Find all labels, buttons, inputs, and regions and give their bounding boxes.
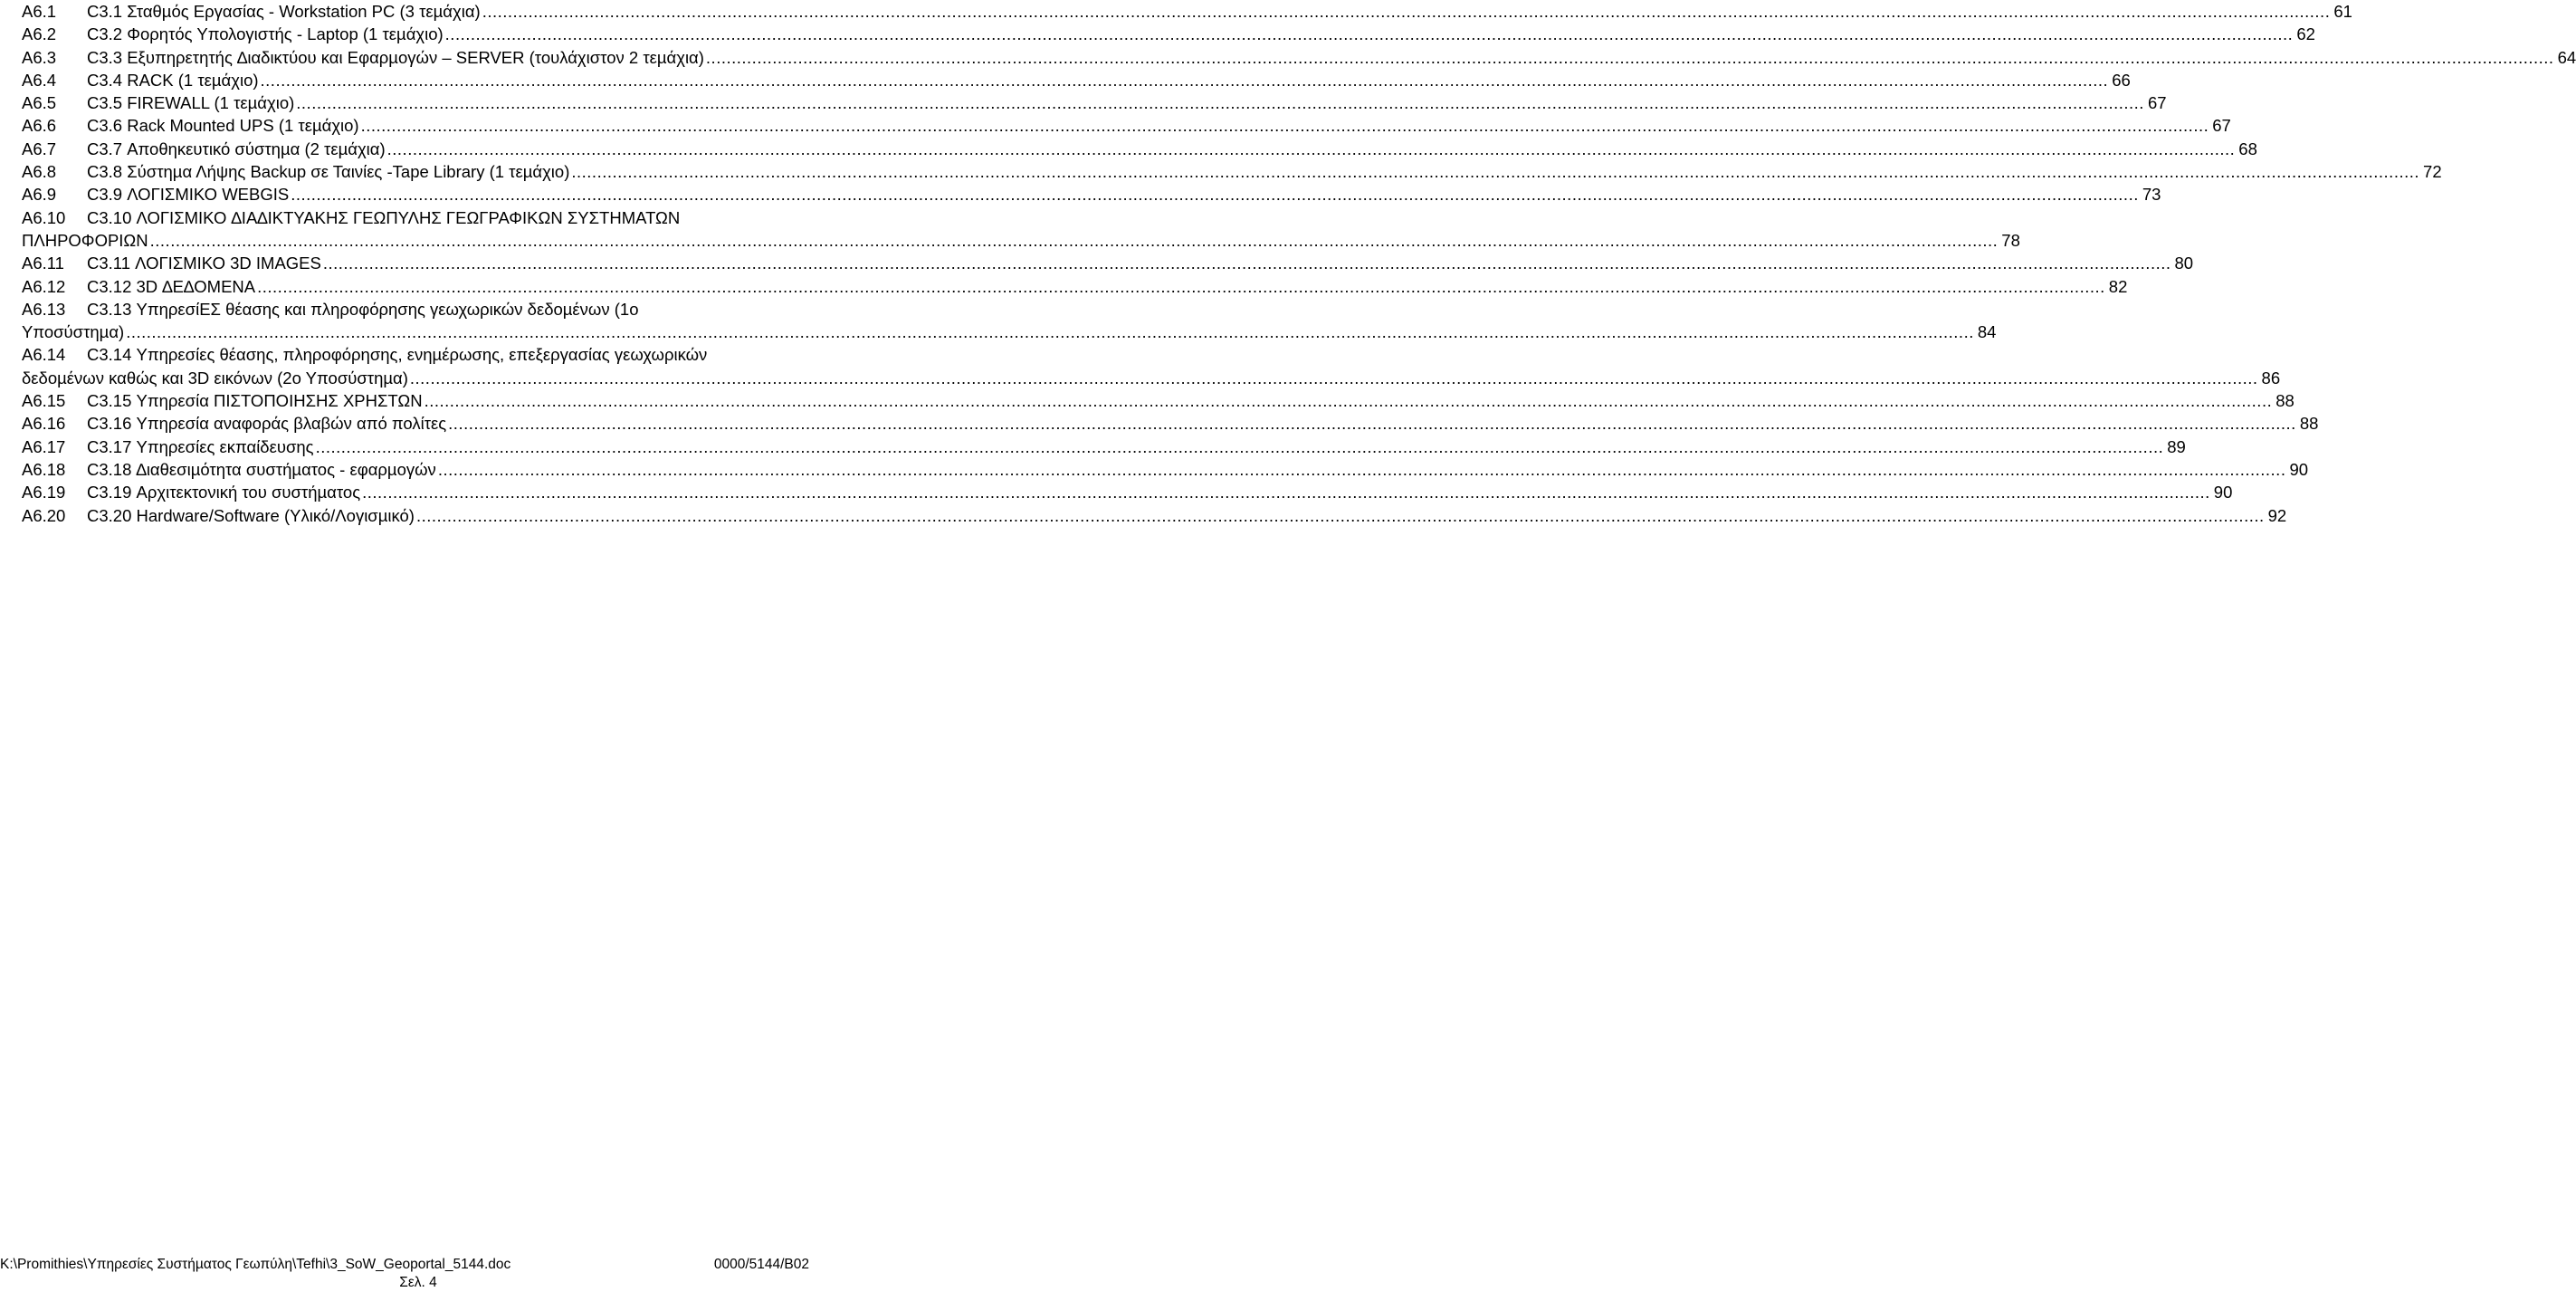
footer-document-code: 0000/5144/B02	[713, 1257, 809, 1272]
toc-entry[interactable]	[22, 206, 2020, 253]
dot-leader	[410, 367, 2258, 389]
toc-entry-title: C3.4 RACK (1 τεµάχιο)	[87, 70, 259, 90]
toc-entry-page: 90	[2289, 459, 2309, 479]
toc-entry-number: A6.9	[22, 185, 57, 205]
toc-entry[interactable]	[22, 481, 2233, 503]
toc-entry-title: C3.20 Hardware/Software (Υλικό/Λογισµικό)	[87, 505, 415, 525]
toc-entry[interactable]	[22, 91, 2167, 114]
toc-entry-title: C3.14 Υπηρεσίες θέασης, πληροφόρησης, ενηµέρωσης, επεξεργασίας γεωχωρικών	[87, 345, 708, 365]
toc-entry-title: C3.8 Σύστηµα Λήψης Backup σε Ταινίες -Tape Library (1 τεµάχιο)	[87, 162, 570, 182]
dot-leader	[387, 138, 2236, 160]
dot-leader	[316, 435, 2164, 458]
toc-entry-number: A6.2	[22, 24, 57, 44]
toc-entry[interactable]	[22, 412, 2319, 435]
toc-entry[interactable]	[22, 389, 2295, 412]
toc-entry-page: 67	[2212, 116, 2231, 136]
dot-leader	[150, 229, 1999, 252]
toc-entry[interactable]	[22, 160, 2442, 183]
toc-entry-page: 88	[2275, 391, 2295, 411]
toc-entry-page: 61	[2333, 2, 2352, 21]
toc-entry-number: A6.20	[22, 505, 66, 525]
dot-leader	[126, 321, 1974, 343]
toc-entry-title-continuation: δεδοµένων καθώς και 3D εικόνων (2ο Υποσύστηµα)	[22, 368, 408, 388]
toc-entry-page: 68	[2238, 139, 2257, 158]
toc-entry-number: A6.15	[22, 391, 66, 411]
toc-entry-page: 66	[2112, 70, 2131, 90]
toc-entry-page: 86	[2261, 368, 2281, 388]
toc-entry[interactable]	[22, 504, 2287, 527]
toc-entry-title: C3.10 ΛΟΓΙΣΜΙΚΟ ∆ΙΑ∆ΙΚΤΥΑΚΗΣ ΓΕΩΠΥΛΗΣ ΓΕΩΓΡΑΦΙΚΩΝ ΣΥΣΤΗΜΑΤΩΝ	[87, 207, 681, 227]
toc-entry-title: C3.5 FIREWALL (1 τεµάχιο)	[87, 93, 295, 113]
toc-entry-page: 72	[2423, 162, 2442, 182]
table-of-contents	[22, 0, 2576, 527]
toc-entry-title: C3.13 ΥπηρεσίΕΣ θέασης και πληροφόρησης γεωχωρικών δεδοµένων (1ο	[87, 299, 639, 319]
toc-entry-number: A6.17	[22, 436, 66, 456]
toc-entry-number: A6.19	[22, 483, 66, 502]
toc-entry-number: A6.5	[22, 93, 57, 113]
toc-entry-number: A6.13	[22, 299, 66, 319]
toc-entry-title: C3.7 Αποθηκευτικό σύστηµα (2 τεµάχια)	[87, 139, 386, 158]
toc-entry-title: C3.2 Φορητός Υπολογιστής - Laptop (1 τεµάχιο)	[87, 24, 444, 44]
toc-entry[interactable]	[22, 138, 2257, 160]
toc-entry-page: 67	[2147, 93, 2167, 113]
dot-leader	[257, 275, 2105, 298]
toc-entry-title: C3.19 Αρχιτεκτονική του συστήµατος	[87, 483, 361, 502]
toc-entry[interactable]	[22, 343, 2281, 389]
toc-entry-title: C3.11 ΛΟΓΙΣΜΙΚΟ 3D IMAGES	[87, 254, 321, 273]
toc-entry-page: 78	[2001, 230, 2020, 250]
toc-entry[interactable]	[22, 0, 2352, 23]
dot-leader	[362, 481, 2210, 503]
toc-entry-title: C3.18 ∆ιαθεσιµότητα συστήµατος - εφαρµογών	[87, 459, 436, 479]
toc-entry-number: A6.3	[22, 47, 57, 67]
toc-entry-number: A6.12	[22, 276, 66, 296]
toc-entry-title: C3.17 Υπηρεσίες εκπαίδευσης	[87, 436, 314, 456]
dot-leader	[361, 114, 2209, 137]
toc-entry-number: A6.18	[22, 459, 66, 479]
toc-entry-page: 84	[1977, 322, 1997, 342]
toc-entry-title: C3.1 Σταθµός Εργασίας - Workstation PC (3 τεµάχια)	[87, 2, 481, 21]
toc-entry-number: A6.8	[22, 162, 57, 182]
toc-entry[interactable]	[22, 252, 2194, 274]
toc-entry[interactable]	[22, 275, 2128, 298]
dot-leader	[706, 46, 2554, 69]
toc-entry-title: C3.9 ΛΟΓΙΣΜΙΚΟ WEBGIS	[87, 185, 290, 205]
toc-entry-page: 73	[2142, 185, 2161, 205]
dot-leader	[438, 458, 2286, 481]
toc-entry-title: C3.16 Υπηρεσία αναφοράς βλαβών από πολίτες	[87, 414, 447, 434]
dot-leader	[291, 183, 2139, 206]
dot-leader	[416, 504, 2265, 527]
dot-leader	[445, 23, 2294, 45]
toc-entry-page: 88	[2299, 414, 2319, 434]
toc-entry-title: C3.3 Εξυπηρετητής ∆ιαδικτύου και Εφαρµογών – SERVER (τουλάχιστον 2 τεµάχια)	[87, 47, 704, 67]
toc-entry[interactable]	[22, 23, 2315, 45]
toc-entry[interactable]	[22, 458, 2309, 481]
toc-entry-page: 89	[2167, 436, 2186, 456]
toc-entry-page: 82	[2108, 276, 2128, 296]
toc-entry[interactable]	[22, 298, 1997, 344]
toc-entry-title: C3.15 Υπηρεσία ΠΙΣΤΟΠΟΙΗΣΗΣ ΧΡΗΣΤΩΝ	[87, 391, 423, 411]
toc-entry-page: 62	[2296, 24, 2315, 44]
toc-entry-page: 64	[2557, 47, 2576, 67]
dot-leader	[261, 69, 2109, 91]
footer-page-number: Σελ. 4	[399, 1275, 437, 1290]
page-footer	[0, 1256, 869, 1292]
toc-entry-number: A6.11	[22, 254, 64, 273]
dot-leader	[571, 160, 2419, 183]
toc-entry-number: A6.10	[22, 207, 66, 227]
toc-entry-title: C3.6 Rack Mounted UPS (1 τεµάχιο)	[87, 116, 359, 136]
toc-entry-page: 90	[2213, 483, 2233, 502]
dot-leader	[296, 91, 2144, 114]
toc-entry-number: A6.7	[22, 139, 57, 158]
toc-entry-number: A6.6	[22, 116, 57, 136]
toc-entry[interactable]	[22, 69, 2131, 91]
dot-leader	[425, 389, 2273, 412]
toc-entry-page: 80	[2174, 254, 2194, 273]
toc-entry-number: A6.1	[22, 2, 57, 21]
toc-entry-title-continuation: ΠΛΗΡΟΦΟΡΙΩΝ	[22, 230, 148, 250]
toc-entry-number: A6.4	[22, 70, 57, 90]
toc-entry[interactable]	[22, 46, 2576, 69]
dot-leader	[448, 412, 2296, 435]
toc-entry-number: A6.14	[22, 345, 66, 365]
toc-entry-title-continuation: Υποσύστηµα)	[22, 322, 125, 342]
toc-entry[interactable]	[22, 183, 2161, 206]
toc-entry[interactable]	[22, 435, 2186, 458]
toc-entry-page: 92	[2267, 505, 2287, 525]
toc-entry-title: C3.12 3D ∆Ε∆ΟΜΕΝΑ	[87, 276, 256, 296]
dot-leader	[323, 252, 2171, 274]
toc-entry[interactable]	[22, 114, 2231, 137]
toc-entry-number: A6.16	[22, 414, 66, 434]
dot-leader	[482, 0, 2331, 23]
footer-file-path: K:\Promithies\Υπηρεσίες Συστήµατος Γεωπύλη\Tefhi\3_SoW_Geoportal_5144.doc	[0, 1257, 511, 1272]
